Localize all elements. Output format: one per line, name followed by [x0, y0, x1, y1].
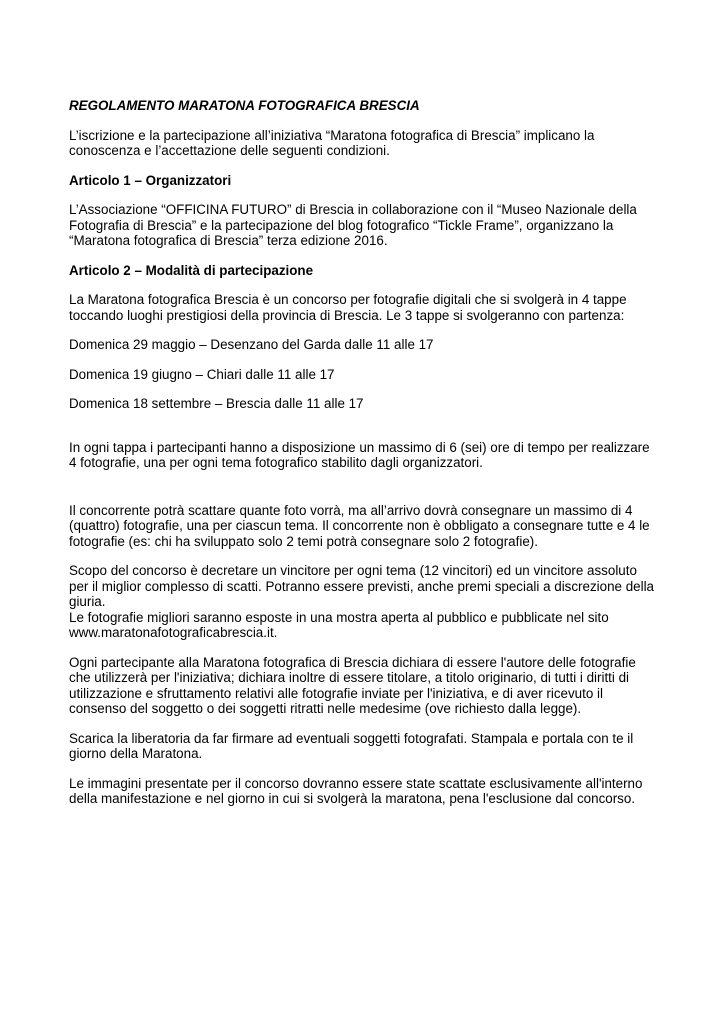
document-body [69, 98, 669, 807]
article-1-paragraph: L’Associazione “OFFICINA FUTURO” di Brescia in collaborazione con il “Museo Nazionale della Fotografia di Brescia” e la partecipazione del blog fotografico “Tickle Frame”, organizzano la “Maratona fotografica di Brescia” terza edizione 2016. [69, 202, 637, 248]
document-title: REGOLAMENTO MARATONA FOTOGRAFICA BRESCIA [69, 98, 420, 113]
article-2-heading: Articolo 2 – Modalità di partecipazione [69, 262, 314, 278]
stage-item: Domenica 29 maggio – Desenzano del Garda dalle 11 alle 17 [69, 337, 434, 352]
submission-paragraph: Il concorrente potrà scattare quante foto vorrà, ma all’arrivo dovrà consegnare un massimo di 4 (quattro) fotografie, una per ciascun tema. Il concorrente non è obbligato a consegnare tutte e 4 le fotografie (es: chi ha sviluppato solo 2 temi potrà consegnare solo 2 fotografie). [69, 502, 650, 549]
scope-paragraph: Scopo del concorso è decretare un vincitore per ogni tema (12 vincitori) ed un vincitore assoluto per il miglior complesso di scatti. Potranno essere previsti, anche premi speciali a discrezione della giuria. [69, 563, 654, 609]
time-paragraph: In ogni tappa i partecipanti hanno a disposizione un massimo di 6 (sei) ore di tempo per realizzare 4 fotografie, una per ogni tema fotografico stabilito dagli organizzatori. [69, 439, 650, 470]
release-paragraph: Scarica la liberatoria da far firmare ad eventuali soggetti fotografati. Stampala e portala con te il giorno della Maratona. [69, 730, 634, 761]
article-1-heading: Articolo 1 – Organizzatori [69, 172, 232, 188]
article-2-intro-paragraph: La Maratona fotografica Brescia è un concorso per fotografie digitali che si svolgerà in 4 tappe toccando luoghi prestigiosi della provincia di Brescia. Le 3 tappe si svolgeranno con partenza: [69, 292, 627, 323]
stage-item: Domenica 18 settembre – Brescia dalle 11 alle 17 [69, 396, 364, 411]
images-paragraph: Le immagini presentate per il concorso dovranno essere state scattate esclusivamente all'interno della manifestazione e nel giorno in cui si svolgerà la maratona, pena l'esclusione dal concorso. [69, 775, 643, 806]
exhibition-paragraph: Le fotografie migliori saranno esposte in una mostra aperta al pubblico e pubblicate nel sito www.maratonafotograficabrescia.it. [69, 609, 609, 640]
intro-paragraph: L’iscrizione e la partecipazione all’iniziativa “Maratona fotografica di Brescia” implicano la conoscenza e l’accettazione delle seguenti condizioni. [69, 127, 595, 158]
stage-item: Domenica 19 giugno – Chiari dalle 11 alle 17 [69, 366, 335, 382]
rights-paragraph: Ogni partecipante alla Maratona fotografica di Brescia dichiara di essere l'autore delle fotografie che utilizzerà per l'iniziativa; dichiara inoltre di essere titolare, a titolo originario, di tutti i diritti di utilizzazione e sfruttamento relativi alle fotografie inviate per l'iniziativa, e di aver ricevuto il consenso del soggetto o dei soggetti ritratti nelle medesime (ove richiesto dalla legge). [69, 654, 636, 716]
